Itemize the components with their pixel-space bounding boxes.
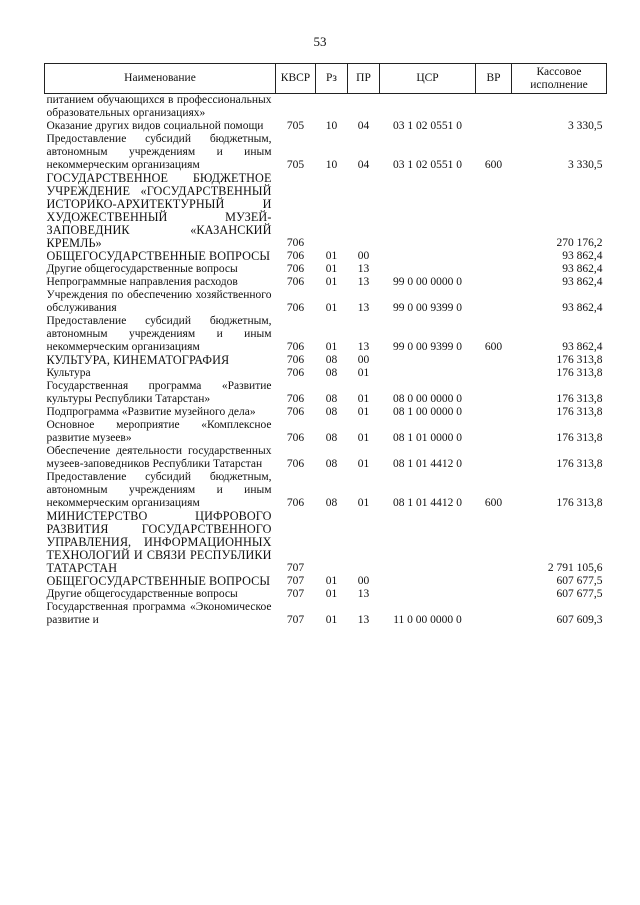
row-kvsr-cell: 705	[286, 159, 305, 171]
table-row	[45, 588, 607, 601]
table-row	[45, 172, 607, 250]
row-csr-cell: 99 0 00 9399 0	[393, 341, 462, 353]
table-row	[45, 263, 607, 276]
row-name-cell: Предоставление субсидий бюджетным, автономным учреждениям и иным некоммерческим организациям	[46, 471, 272, 509]
row-pr-cell: 01	[357, 497, 370, 509]
row-rz-cell: 08	[325, 354, 338, 366]
row-kvsr-cell	[276, 94, 316, 121]
table-row	[45, 354, 607, 367]
row-vr-cell	[476, 367, 512, 380]
row-kvsr-cell: 706	[286, 432, 305, 444]
row-vr-cell: 600	[484, 341, 503, 353]
row-vr-cell	[476, 276, 512, 289]
table-row	[45, 406, 607, 419]
table-row	[45, 289, 607, 315]
row-name-cell: ОБЩЕГОСУДАРСТВЕННЫЕ ВОПРОСЫ	[46, 249, 271, 263]
table-row	[45, 510, 607, 575]
row-amount-cell: 176 313,8	[556, 406, 603, 418]
row-csr-cell	[380, 250, 476, 263]
row-amount-cell: 176 313,8	[556, 432, 603, 444]
row-kvsr-cell: 706	[286, 354, 305, 366]
table-body	[45, 94, 607, 628]
row-pr-cell: 01	[357, 458, 370, 470]
row-rz-cell: 08	[325, 406, 338, 418]
row-rz-cell	[316, 94, 348, 121]
row-name-cell: Подпрограмма «Развитие музейного дела»	[46, 406, 256, 418]
row-rz-cell: 01	[325, 588, 338, 600]
table-row	[45, 315, 607, 354]
row-csr-cell	[380, 510, 476, 575]
table-row	[45, 575, 607, 588]
table-row	[45, 601, 607, 627]
row-name-cell: КУЛЬТУРА, КИНЕМАТОГРАФИЯ	[46, 353, 230, 367]
row-vr-cell	[476, 575, 512, 588]
row-vr-cell	[476, 510, 512, 575]
row-csr-cell: 11 0 00 0000 0	[393, 614, 462, 626]
row-kvsr-cell: 707	[286, 614, 305, 626]
row-amount-cell: 93 862,4	[562, 263, 603, 275]
row-kvsr-cell: 706	[286, 276, 305, 288]
row-csr-cell	[380, 354, 476, 367]
row-pr-cell: 01	[357, 393, 370, 405]
row-vr-cell	[476, 380, 512, 406]
row-amount-cell: 3 330,5	[568, 120, 603, 132]
row-csr-cell: 99 0 00 9399 0	[393, 302, 462, 314]
row-amount-cell: 176 313,8	[556, 367, 603, 379]
row-kvsr-cell: 707	[286, 575, 305, 587]
row-pr-cell: 01	[357, 367, 370, 379]
table-row	[45, 133, 607, 172]
row-csr-cell	[380, 94, 476, 121]
row-csr-cell	[380, 172, 476, 250]
row-vr-cell	[476, 354, 512, 367]
row-csr-cell	[380, 588, 476, 601]
row-pr-cell: 13	[357, 588, 370, 600]
row-csr-cell	[380, 263, 476, 276]
row-rz-cell: 08	[325, 458, 338, 470]
row-pr-cell: 13	[357, 276, 370, 288]
row-csr-cell	[380, 367, 476, 380]
row-amount-cell: 93 862,4	[562, 302, 603, 314]
row-amount-cell: 93 862,4	[562, 250, 603, 262]
row-pr-cell: 13	[357, 263, 370, 275]
row-kvsr-cell: 706	[286, 367, 305, 379]
row-kvsr-cell: 706	[286, 302, 305, 314]
row-rz-cell: 10	[325, 159, 338, 171]
table-row	[45, 276, 607, 289]
row-csr-cell: 03 1 02 0551 0	[393, 159, 462, 171]
row-pr-cell: 01	[357, 406, 370, 418]
row-amount-cell: 270 176,2	[556, 237, 603, 249]
row-name-cell: Основное мероприятие «Комплексное развитие музеев»	[46, 419, 272, 444]
row-vr-cell	[476, 289, 512, 315]
row-amount-cell: 176 313,8	[556, 458, 603, 470]
row-kvsr-cell: 706	[286, 393, 305, 405]
row-name-cell: Предоставление субсидий бюджетным, автономным учреждениям и иным некоммерческим организациям	[46, 133, 272, 171]
table-header-row	[45, 64, 607, 94]
row-amount-cell: 176 313,8	[556, 354, 603, 366]
row-amount-cell: 2 791 105,6	[547, 562, 603, 574]
row-vr-cell	[476, 263, 512, 276]
row-rz-cell: 01	[325, 263, 338, 275]
row-name-cell: Государственная программа «Экономическое развитие и	[46, 601, 272, 626]
row-vr-cell	[476, 250, 512, 263]
row-csr-cell: 99 0 00 0000 0	[393, 276, 462, 288]
row-vr-cell	[476, 120, 512, 133]
row-amount-cell: 3 330,5	[568, 159, 603, 171]
row-name-cell: ГОСУДАРСТВЕННОЕ БЮДЖЕТНОЕ УЧРЕЖДЕНИЕ «ГОСУДАРСТВЕННЫЙ ИСТОРИКО-АРХИТЕКТУРНЫЙ И ХУДОЖЕСТВЕННЫЙ МУЗЕЙ-ЗАПОВЕДНИК «КАЗАНСКИЙ КРЕМЛЬ»	[46, 171, 272, 250]
row-kvsr-cell: 705	[286, 120, 305, 132]
row-kvsr-cell: 706	[286, 250, 305, 262]
row-amount-cell: 176 313,8	[556, 497, 603, 509]
row-rz-cell: 08	[325, 432, 338, 444]
row-pr-cell: 01	[357, 432, 370, 444]
row-name-cell: Предоставление субсидий бюджетным, автономным учреждениям и иным некоммерческим организациям	[46, 315, 272, 353]
table-row	[45, 120, 607, 133]
table-row	[45, 367, 607, 380]
table-row	[45, 94, 607, 121]
row-rz-cell: 08	[325, 367, 338, 379]
header-name: Наименование	[45, 64, 276, 94]
row-csr-cell: 03 1 02 0551 0	[393, 120, 462, 132]
row-rz-cell: 01	[325, 250, 338, 262]
row-rz-cell: 01	[325, 341, 338, 353]
row-kvsr-cell: 707	[286, 562, 305, 574]
table-row	[45, 380, 607, 406]
row-pr-cell	[348, 172, 380, 250]
row-amount-cell: 607 677,5	[556, 588, 603, 600]
row-name-cell: Государственная программа «Развитие культуры Республики Татарстан»	[46, 380, 272, 405]
header-amount: Кассовое исполнение	[512, 64, 607, 94]
row-name-cell: ОБЩЕГОСУДАРСТВЕННЫЕ ВОПРОСЫ	[46, 574, 271, 588]
row-csr-cell: 08 1 01 0000 0	[393, 432, 462, 444]
header-pr: ПР	[348, 64, 380, 94]
row-pr-cell: 13	[357, 614, 370, 626]
row-pr-cell	[348, 94, 380, 121]
row-kvsr-cell: 707	[286, 588, 305, 600]
row-vr-cell	[476, 419, 512, 445]
row-kvsr-cell: 706	[286, 263, 305, 275]
row-csr-cell: 08 1 01 4412 0	[393, 497, 462, 509]
table-row	[45, 445, 607, 471]
row-amount-cell: 93 862,4	[562, 276, 603, 288]
row-pr-cell: 00	[357, 250, 370, 262]
page-number: 53	[313, 34, 327, 49]
row-rz-cell	[316, 510, 348, 575]
row-name-cell: Оказание других видов социальной помощи	[46, 120, 264, 132]
row-amount-cell: 607 677,5	[556, 575, 603, 587]
row-kvsr-cell: 706	[286, 406, 305, 418]
row-rz-cell	[316, 172, 348, 250]
row-vr-cell: 600	[484, 497, 503, 509]
row-amount-cell	[512, 94, 607, 121]
row-vr-cell	[476, 172, 512, 250]
row-name-cell: МИНИСТЕРСТВО ЦИФРОВОГО РАЗВИТИЯ ГОСУДАРСТВЕННОГО УПРАВЛЕНИЯ, ИНФОРМАЦИОННЫХ ТЕХНОЛОГИЙ И СВЯЗИ РЕСПУБЛИКИ ТАТАРСТАН	[46, 509, 272, 575]
table-row	[45, 419, 607, 445]
row-vr-cell	[476, 445, 512, 471]
header-rz: Рз	[316, 64, 348, 94]
row-rz-cell: 08	[325, 497, 338, 509]
row-rz-cell: 10	[325, 120, 338, 132]
row-csr-cell: 08 1 01 4412 0	[393, 458, 462, 470]
row-kvsr-cell: 706	[286, 458, 305, 470]
row-name-cell: Непрограммные направления расходов	[46, 276, 238, 288]
row-kvsr-cell: 706	[286, 237, 305, 249]
row-name-cell: Культура	[46, 367, 91, 379]
row-amount-cell: 607 609,3	[556, 614, 603, 626]
row-rz-cell: 01	[325, 302, 338, 314]
row-pr-cell: 00	[357, 354, 370, 366]
row-name-cell: Другие общегосударственные вопросы	[46, 263, 238, 275]
row-vr-cell	[476, 601, 512, 627]
row-amount-cell: 176 313,8	[556, 393, 603, 405]
row-rz-cell: 01	[325, 575, 338, 587]
row-pr-cell: 13	[357, 302, 370, 314]
row-vr-cell	[476, 94, 512, 121]
row-name-cell: питанием обучающихся в профессиональных образовательных организациях»	[46, 94, 272, 119]
row-name-cell: Другие общегосударственные вопросы	[46, 588, 238, 600]
row-rz-cell: 01	[325, 614, 338, 626]
row-pr-cell: 00	[357, 575, 370, 587]
table-row	[45, 471, 607, 510]
row-kvsr-cell: 706	[286, 341, 305, 353]
row-csr-cell: 08 1 00 0000 0	[393, 406, 462, 418]
header-kvsr: КВСР	[276, 64, 316, 94]
row-pr-cell: 13	[357, 341, 370, 353]
row-amount-cell: 93 862,4	[562, 341, 603, 353]
row-pr-cell	[348, 510, 380, 575]
header-vr: ВР	[476, 64, 512, 94]
row-csr-cell: 08 0 00 0000 0	[393, 393, 462, 405]
row-vr-cell	[476, 406, 512, 419]
row-kvsr-cell: 706	[286, 497, 305, 509]
row-vr-cell: 600	[484, 159, 503, 171]
budget-table	[44, 63, 607, 627]
row-name-cell: Учреждения по обеспечению хозяйственного обслуживания	[46, 289, 272, 314]
row-pr-cell: 04	[357, 159, 370, 171]
header-csr: ЦСР	[380, 64, 476, 94]
row-vr-cell	[476, 588, 512, 601]
row-rz-cell: 08	[325, 393, 338, 405]
row-csr-cell	[380, 575, 476, 588]
row-rz-cell: 01	[325, 276, 338, 288]
table-row	[45, 250, 607, 263]
row-name-cell: Обеспечение деятельности государственных музеев-заповедников Республики Татарстан	[46, 445, 272, 470]
row-pr-cell: 04	[357, 120, 370, 132]
